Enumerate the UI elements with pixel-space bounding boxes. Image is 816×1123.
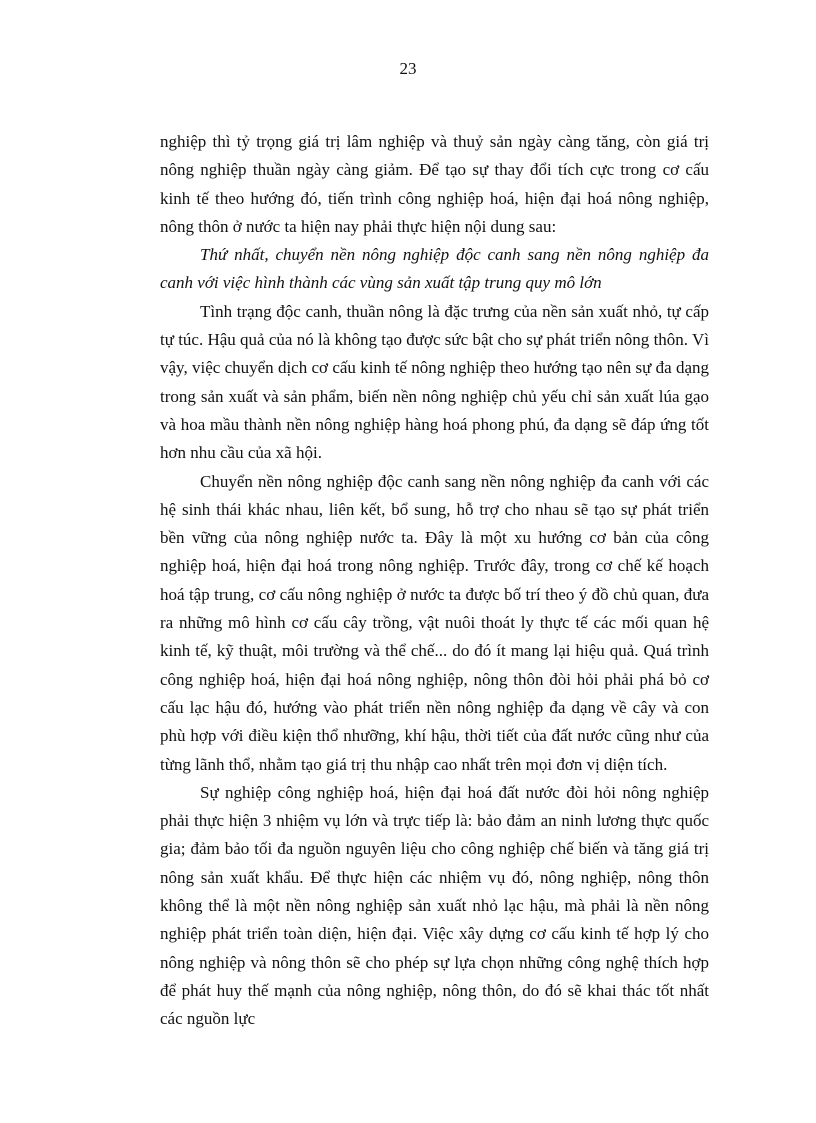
body-text: [160, 128, 709, 1034]
section-heading-italic: Thứ nhất, chuyển nền nông nghiệp độc canh sang nền nông nghiệp đa canh với việc hình thành các vùng sản xuất tập trung quy mô lớn: [160, 245, 709, 293]
paragraph-continuation: nghiệp thì tỷ trọng giá trị lâm nghiệp và thuỷ sản ngày càng tăng, còn giá trị nông nghiệp thuần ngày càng giảm. Để tạo sự thay đổi tích cực trong cơ cấu kinh tế theo hướng đó, tiến trình công nghiệp hoá, hiện đại hoá nông nghiệp, nông thôn ở nước ta hiện nay phải thực hiện nội dung sau:: [160, 132, 709, 236]
paragraph: Tình trạng độc canh, thuần nông là đặc trưng của nền sản xuất nhỏ, tự cấp tự túc. Hậu quả của nó là không tạo được sức bật cho sự phát triển nông thôn. Vì vậy, việc chuyển dịch cơ cấu kinh tế nông nghiệp theo hướng tạo nên sự đa dạng trong sản xuất và sản phẩm, biến nền nông nghiệp chủ yếu chỉ sản xuất lúa gạo và hoa mầu thành nền nông nghiệp hàng hoá phong phú, đa dạng sẽ đáp ứng tốt hơn nhu cầu của xã hội.: [160, 301, 709, 463]
paragraph: Chuyển nền nông nghiệp độc canh sang nền nông nghiệp đa canh với các hệ sinh thái khác nhau, liên kết, bổ sung, hỗ trợ cho nhau sẽ tạo sự phát triển bền vững của nông nghiệp nước ta. Đây là một xu hướng cơ bản của công nghiệp hoá, hiện đại hoá trong nông nghiệp. Trước đây, trong cơ chế kế hoạch hoá tập trung, cơ cấu nông nghiệp ở nước ta được bố trí theo ý đồ chủ quan, đưa ra những mô hình cơ cấu cây trồng, vật nuôi thoát ly thực tế các mối quan hệ kinh tế, kỹ thuật, môi trường và thể chế... do đó ít mang lại hiệu quả. Quá trình công nghiệp hoá, hiện đại hoá nông nghiệp, nông thôn đòi hỏi phải phá bỏ cơ cấu lạc hậu đó, hướng vào phát triển nền nông nghiệp đa dạng về cây và con phù hợp với điều kiện thổ nhưỡng, khí hậu, thời tiết của đất nước cũng như của từng lãnh thổ, nhằm tạo giá trị thu nhập cao nhất trên mọi đơn vị diện tích.: [160, 471, 709, 774]
page-number: 23: [399, 59, 417, 78]
paragraph: Sự nghiệp công nghiệp hoá, hiện đại hoá đất nước đòi hỏi nông nghiệp phải thực hiện 3 nhiệm vụ lớn và trực tiếp là: bảo đảm an ninh lương thực quốc gia; đảm bảo tối đa nguồn nguyên liệu cho công nghiệp chế biến và tăng giá trị nông sản xuất khẩu. Để thực hiện các nhiệm vụ đó, nông nghiệp, nông thôn không thể là một nền nông nghiệp sản xuất nhỏ lạc hậu, mà phải là nền nông nghiệp phát triển toàn diện, hiện đại. Việc xây dựng cơ cấu kinh tế hợp lý cho nông nghiệp và nông thôn sẽ cho phép sự lựa chọn những công nghệ thích hợp để phát huy thế mạnh của nông nghiệp, nông thôn, do đó sẽ khai thác tốt nhất các nguồn lực: [160, 782, 709, 1029]
